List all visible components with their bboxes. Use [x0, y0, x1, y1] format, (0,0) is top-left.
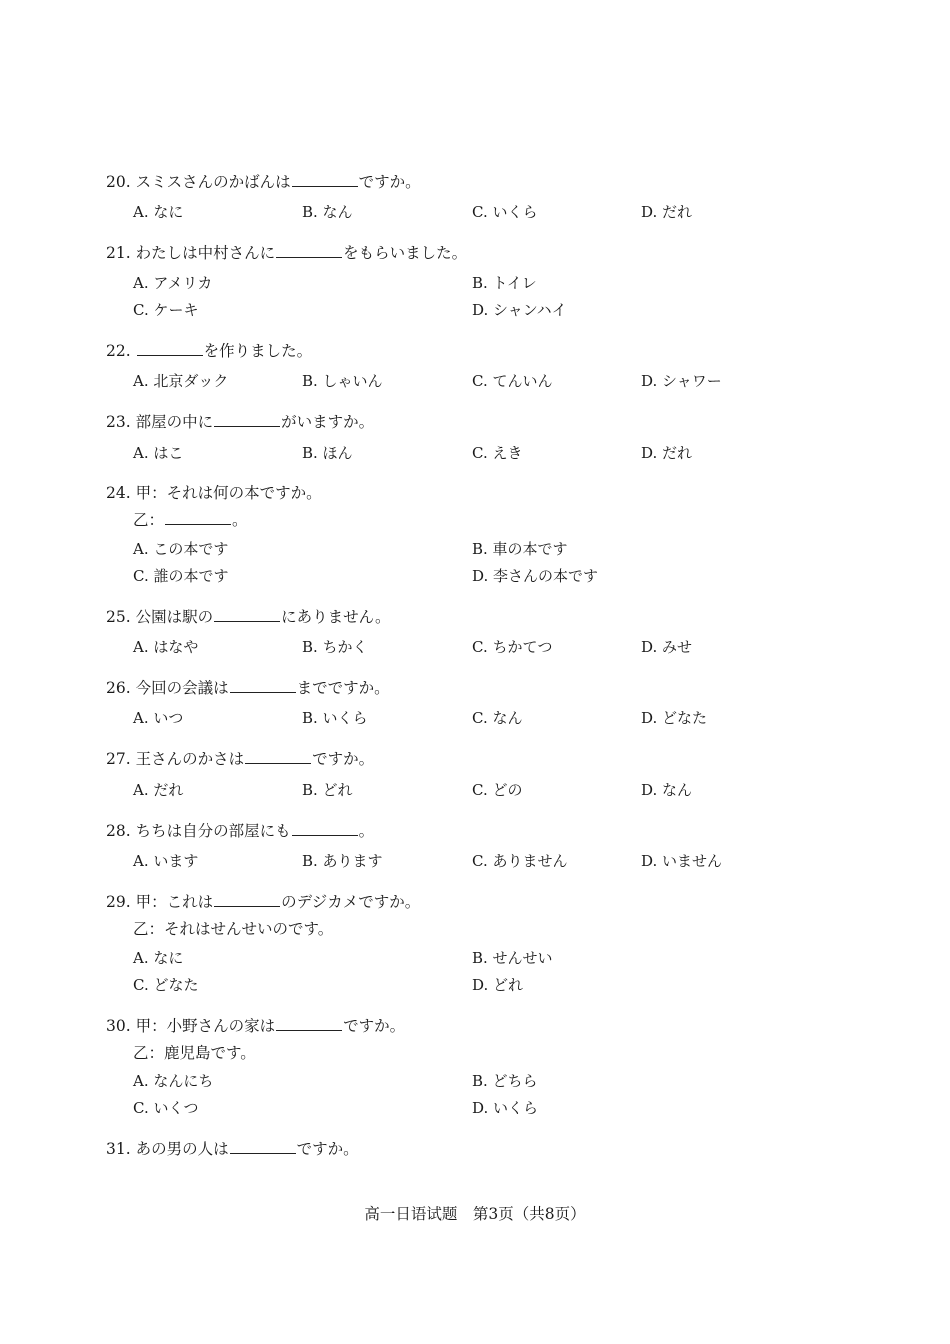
option: A. いつ — [133, 709, 184, 727]
option: C. 誰の本です — [133, 567, 229, 585]
option: B. あります — [302, 852, 383, 870]
question-number: 21. — [106, 244, 131, 262]
option: D. シャワー — [641, 372, 722, 390]
answer-blank — [230, 678, 296, 693]
option: C. てんいん — [472, 372, 553, 390]
speaker: 乙： — [133, 511, 165, 529]
question-text: 部屋の中に — [135, 413, 214, 431]
question-21 — [106, 243, 467, 263]
option: C. どの — [472, 781, 523, 799]
question-27 — [106, 749, 374, 769]
question-23 — [106, 412, 374, 432]
option: B. トイレ — [472, 274, 537, 292]
answer-blank — [214, 412, 280, 427]
option: B. しゃいん — [302, 372, 383, 390]
option: D. シャンハイ — [472, 301, 567, 319]
answer-blank — [214, 607, 280, 622]
question-text: ちちは自分の部屋にも — [135, 822, 291, 840]
question-29 — [106, 892, 420, 912]
question-text: ですか。 — [296, 1140, 359, 1158]
question-text: 。 — [232, 511, 248, 529]
question-text: 。 — [358, 822, 375, 840]
question-28 — [106, 821, 374, 841]
question-text: 公園は駅の — [135, 608, 214, 626]
answer-blank — [230, 1139, 296, 1154]
dialogue-line: 乙：それはせんせいのです。 — [133, 920, 334, 938]
question-text: 王さんのかさは — [135, 750, 245, 768]
option: A. います — [133, 852, 199, 870]
option: D. どれ — [472, 976, 524, 994]
question-22 — [106, 341, 312, 361]
answer-blank — [245, 749, 311, 764]
option: A. この本です — [133, 540, 229, 558]
question-text: あの男の人は — [135, 1140, 229, 1158]
option: A. はこ — [133, 444, 184, 462]
option: A. だれ — [133, 781, 184, 799]
option: D. だれ — [641, 444, 693, 462]
question-text: 甲：小野さんの家は — [135, 1017, 276, 1035]
question-number: 20. — [106, 173, 131, 191]
option: C. いくら — [472, 203, 538, 221]
option: A. なに — [133, 949, 184, 967]
option: A. アメリカ — [133, 274, 213, 292]
option: D. だれ — [641, 203, 693, 221]
question-number: 31. — [106, 1140, 131, 1158]
question-number: 26. — [106, 679, 131, 697]
option: D. みせ — [641, 638, 693, 656]
option: B. ちかく — [302, 638, 368, 656]
option: D. どなた — [641, 709, 708, 727]
option: C. えき — [472, 444, 523, 462]
question-text: のデジカメですか。 — [281, 893, 421, 911]
option: C. ちかてつ — [472, 638, 553, 656]
option: C. いくつ — [133, 1099, 199, 1117]
page-footer: 高一日语试题 第3页（共8页） — [364, 1205, 586, 1223]
option: C. どなた — [133, 976, 199, 994]
question-text: をもらいました。 — [343, 244, 468, 262]
question-text: を作りました。 — [203, 342, 313, 360]
answer-blank — [292, 172, 358, 187]
option: B. せんせい — [472, 949, 553, 967]
option: D. いません — [641, 852, 723, 870]
question-30 — [106, 1016, 405, 1036]
option: D. 李さんの本です — [472, 567, 599, 585]
option: B. いくら — [302, 709, 368, 727]
question-text: にありません。 — [281, 608, 391, 626]
option: C. なん — [472, 709, 523, 727]
question-number: 30. — [106, 1017, 131, 1035]
answer-blank — [276, 1016, 342, 1031]
question-text: 甲：これは — [135, 893, 214, 911]
option: B. 車の本です — [472, 540, 568, 558]
question-20 — [106, 172, 421, 192]
option: B. なん — [302, 203, 353, 221]
option: D. いくら — [472, 1099, 539, 1117]
question-text: ですか。 — [358, 173, 421, 191]
question-text: 今回の会議は — [135, 679, 229, 697]
answer-blank — [165, 510, 231, 525]
question-number: 25. — [106, 608, 131, 626]
question-31 — [106, 1139, 359, 1159]
question-number: 27. — [106, 750, 131, 768]
question-number: 29. — [106, 893, 131, 911]
answer-blank — [276, 243, 342, 258]
option: A. なんにち — [133, 1072, 214, 1090]
option: A. 北京ダック — [133, 372, 229, 390]
option: C. ケーキ — [133, 301, 199, 319]
question-text: までですか。 — [296, 679, 390, 697]
question-text: ですか。 — [343, 1017, 406, 1035]
question-number: 23. — [106, 413, 131, 431]
answer-blank — [214, 892, 280, 907]
question-text: ですか。 — [312, 750, 375, 768]
question-26 — [106, 678, 390, 698]
question-text: わたしは中村さんに — [135, 244, 276, 262]
option: A. なに — [133, 203, 184, 221]
question-text: 甲：それは何の本ですか。 — [135, 484, 322, 502]
answer-blank — [292, 821, 358, 836]
question-number: 22. — [106, 342, 131, 360]
option: A. はなや — [133, 638, 199, 656]
dialogue-line: 乙：鹿児島です。 — [133, 1044, 256, 1062]
option: B. どちら — [472, 1072, 538, 1090]
question-text: スミスさんのかばんは — [135, 173, 291, 191]
question-24 — [106, 483, 322, 503]
option: B. どれ — [302, 781, 353, 799]
question-number: 24. — [106, 484, 131, 502]
question-text: がいますか。 — [281, 413, 375, 431]
question-number: 28. — [106, 822, 131, 840]
dialogue-line — [133, 510, 248, 530]
option: B. ほん — [302, 444, 353, 462]
question-25 — [106, 607, 391, 627]
option: D. なん — [641, 781, 693, 799]
option: C. ありません — [472, 852, 568, 870]
answer-blank — [137, 341, 203, 356]
